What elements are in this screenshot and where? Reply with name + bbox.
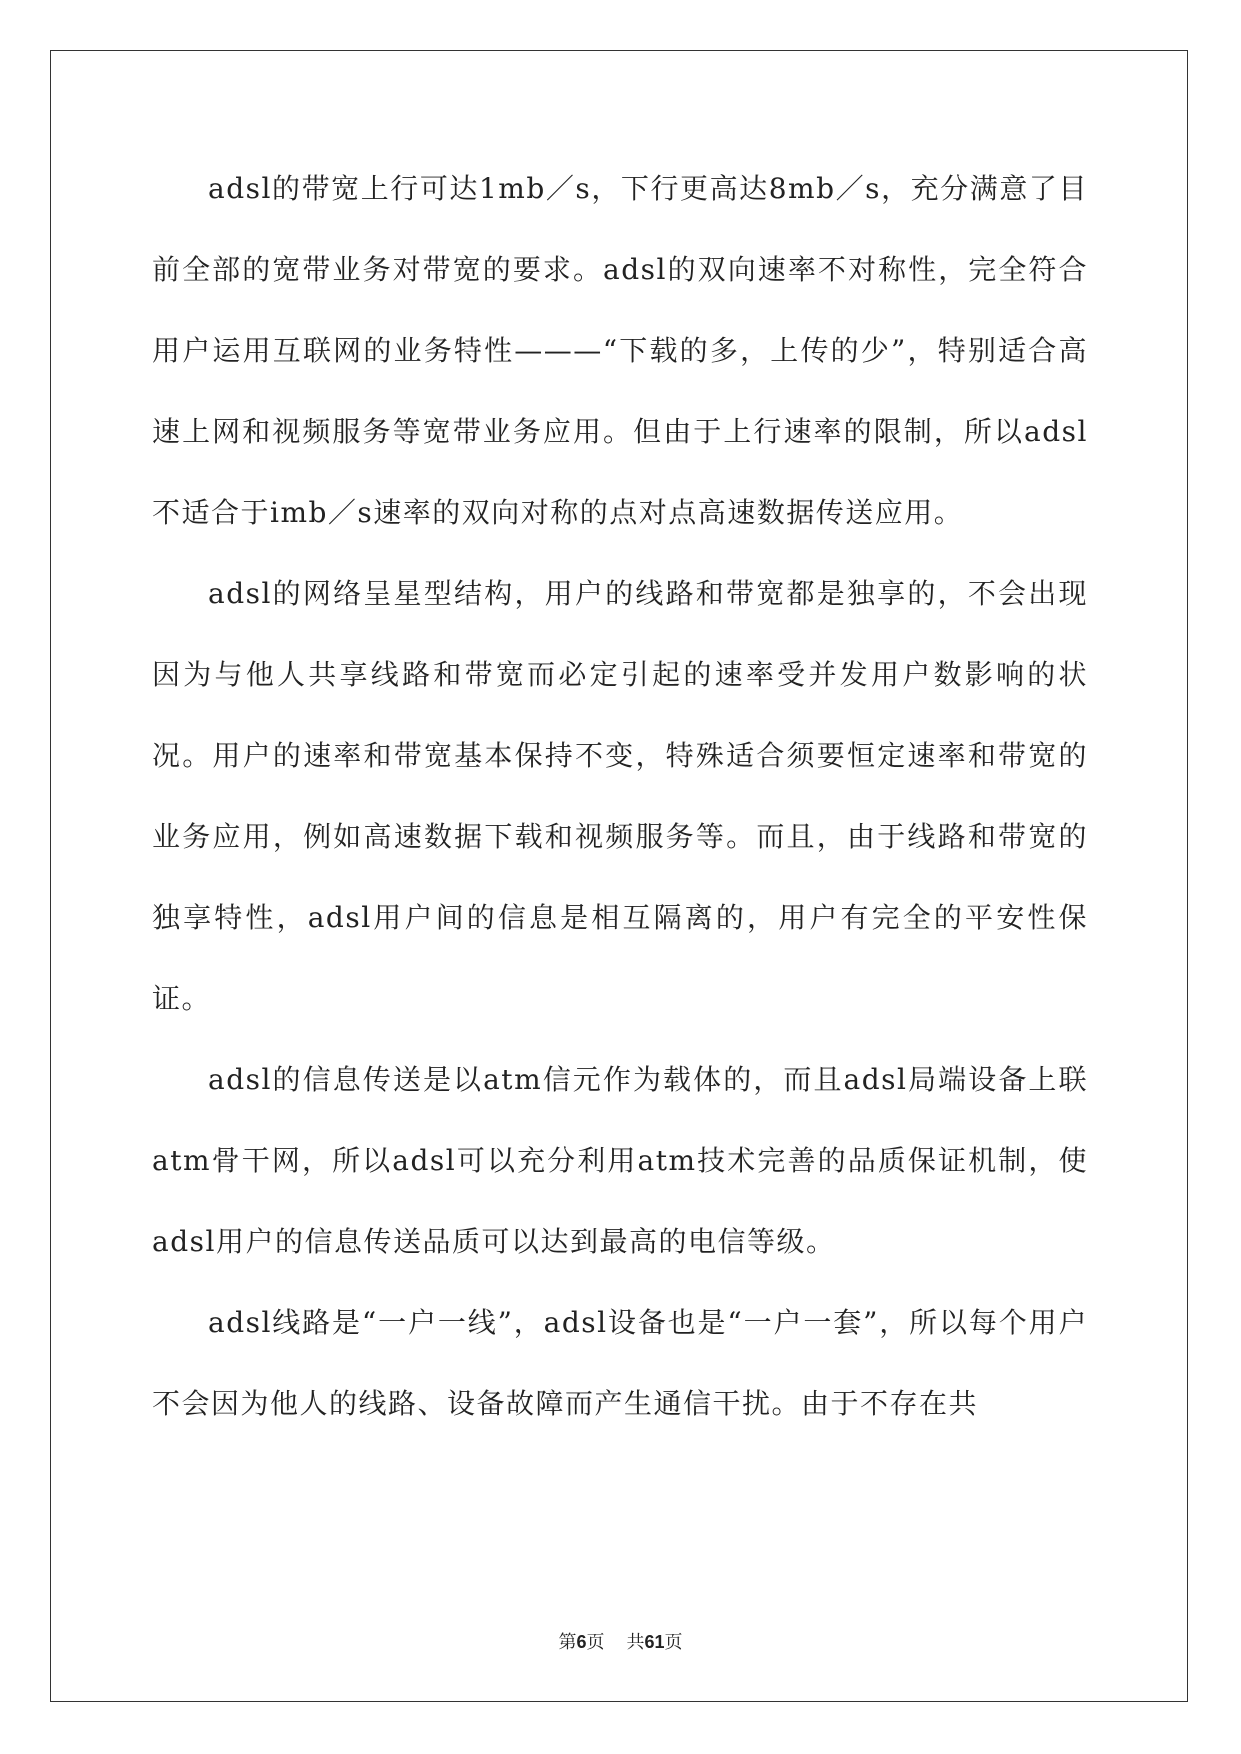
page-number: 6 xyxy=(576,1632,587,1652)
paragraph-adsl-atm: adsl的信息传送是以atm信元作为载体的，而且adsl局端设备上联atm骨干网，所以adsl可以充分利用atm技术完善的品质保证机制，使adsl用户的信息传送品质可以达到最高的电信等级。 xyxy=(152,1063,1088,1258)
document-body xyxy=(152,148,1088,1444)
page-footer xyxy=(0,1628,1241,1654)
total-prefix: 共 xyxy=(626,1632,645,1653)
page-prefix: 第 xyxy=(558,1632,577,1653)
total-suffix: 页 xyxy=(664,1632,683,1653)
total-pages: 61 xyxy=(644,1632,665,1652)
page-suffix: 页 xyxy=(586,1632,605,1653)
paragraph-adsl-one-line: adsl线路是“一户一线”，adsl设备也是“一户一套”，所以每个用户不会因为他人的线路、设备故障而产生通信干扰。由于不存在共 xyxy=(152,1306,1088,1420)
paragraph-adsl-bandwidth: adsl的带宽上行可达1mb／s，下行更高达8mb／s，充分满意了目前全部的宽带业务对带宽的要求。adsl的双向速率不对称性，完全符合用户运用互联网的业务特性———“下载的多，上传的少”，特别适合高速上网和视频服务等宽带业务应用。但由于上行速率的限制，所以adsl不适合于imb／s速率的双向对称的点对点高速数据传送应用。 xyxy=(152,172,1088,529)
paragraph-adsl-star-network: adsl的网络呈星型结构，用户的线路和带宽都是独享的，不会出现因为与他人共享线路和带宽而必定引起的速率受并发用户数影响的状况。用户的速率和带宽基本保持不变，特殊适合须要恒定速率和带宽的业务应用，例如高速数据下载和视频服务等。而且，由于线路和带宽的独享特性，adsl用户间的信息是相互隔离的，用户有完全的平安性保证。 xyxy=(152,577,1088,1015)
